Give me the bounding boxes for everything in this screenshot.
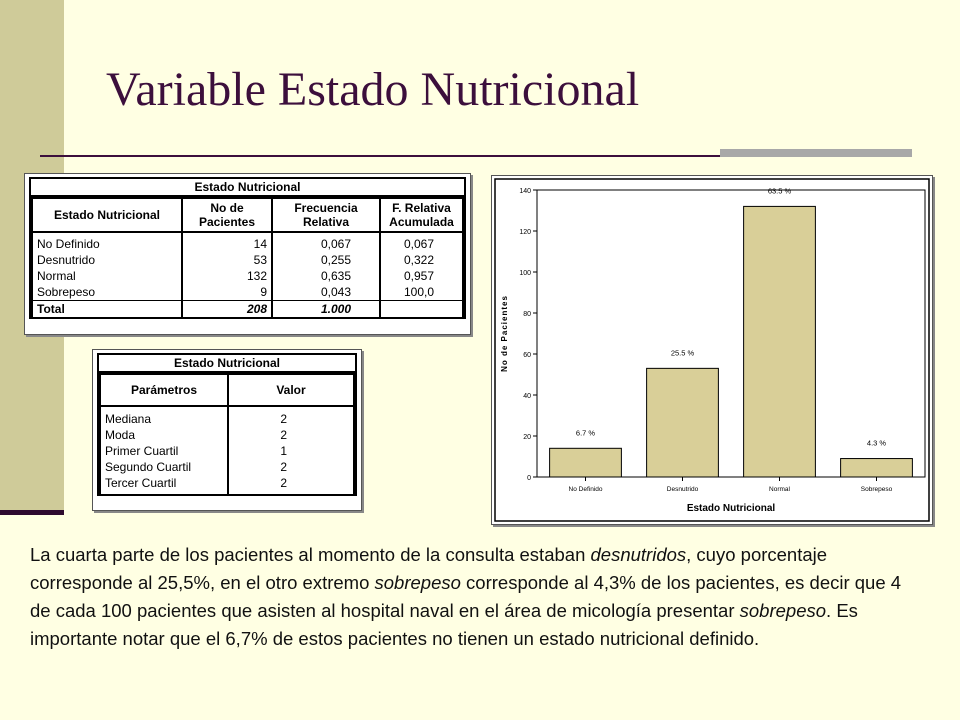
row-label: Desnutrido xyxy=(32,252,182,268)
plot-area xyxy=(537,190,925,477)
param-label: Mediana xyxy=(100,406,228,427)
bar-data-label: 25.5 % xyxy=(670,348,695,358)
table-row xyxy=(100,443,354,459)
table-row xyxy=(32,232,463,252)
bar-data-label: 6.7 % xyxy=(575,428,596,438)
paragraph-text: corresponde al 4,3% de los pacientes, es decir que 4 de cada 100 pacientes que asisten al hospital naval en el área de micología presentar xyxy=(30,572,902,621)
row-label: Sobrepeso xyxy=(32,284,182,301)
header-pacientes: No de Pacientes xyxy=(182,198,272,232)
row-freq: 0,255 xyxy=(272,252,380,268)
x-tick-label: Sobrepeso xyxy=(860,486,893,493)
param-value: 1 xyxy=(228,443,354,459)
y-tick-label: 60 xyxy=(523,352,531,359)
header-acumulada: F. Relativa Acumulada xyxy=(380,198,463,232)
y-axis-label: No de Pacientes xyxy=(500,295,509,372)
row-label: Normal xyxy=(32,268,182,284)
parameters-table-box xyxy=(92,349,362,511)
table-row xyxy=(100,406,354,427)
header-frecuencia: Frecuencia Relativa xyxy=(272,198,380,232)
frequency-table xyxy=(29,177,466,319)
param-value: 2 xyxy=(228,427,354,443)
slide-title: Variable Estado Nutricional xyxy=(106,63,640,116)
table-row xyxy=(100,459,354,475)
row-cum: 0,067 xyxy=(380,232,463,252)
bar xyxy=(550,448,622,477)
param-value: 2 xyxy=(228,459,354,475)
bar xyxy=(841,459,913,477)
param-label: Moda xyxy=(100,427,228,443)
bar-chart-box xyxy=(491,175,933,525)
table-row xyxy=(32,284,463,301)
paragraph-text: , cuyo porcentaje corresponde al 25,5%, en el otro extremo xyxy=(30,544,828,593)
header-parametros: Parámetros xyxy=(100,374,228,406)
paragraph-emphasis: sobrepeso xyxy=(739,600,827,621)
y-tick-label: 140 xyxy=(519,188,531,195)
header-estado: Estado Nutricional xyxy=(32,198,182,232)
param-value: 2 xyxy=(228,475,354,494)
table-row xyxy=(32,268,463,284)
y-tick-label: 120 xyxy=(519,229,531,236)
x-tick-label: No Definido xyxy=(568,486,603,493)
param-label: Primer Cuartil xyxy=(100,443,228,459)
x-tick-label: Normal xyxy=(769,486,790,493)
row-cum: 0,322 xyxy=(380,252,463,268)
table-row xyxy=(100,427,354,443)
y-tick-label: 100 xyxy=(519,270,531,277)
bar-chart xyxy=(492,176,932,524)
y-tick-label: 20 xyxy=(523,434,531,441)
table-total-row xyxy=(32,301,463,318)
frequency-table-header-row xyxy=(32,198,463,232)
parameters-table-caption: Estado Nutricional xyxy=(99,355,355,373)
body-paragraph xyxy=(30,541,920,653)
row-count: 53 xyxy=(182,252,272,268)
sidebar-underline xyxy=(0,510,64,515)
paragraph-text: La cuarta parte de los pacientes al momento de la consulta estaban xyxy=(30,544,591,565)
total-freq: 1.000 xyxy=(272,301,380,318)
bar-data-label: 4.3 % xyxy=(866,438,887,448)
total-cum xyxy=(380,301,463,318)
row-count: 132 xyxy=(182,268,272,284)
paragraph-emphasis: sobrepeso xyxy=(374,572,461,593)
row-freq: 0,067 xyxy=(272,232,380,252)
frequency-table-caption: Estado Nutricional xyxy=(31,179,464,197)
row-freq: 0,635 xyxy=(272,268,380,284)
parameters-table-header-row xyxy=(100,374,354,406)
bar-data-label: 63.5 % xyxy=(767,186,792,196)
param-label: Segundo Cuartil xyxy=(100,459,228,475)
table-row xyxy=(100,475,354,494)
row-freq: 0,043 xyxy=(272,284,380,301)
header-valor: Valor xyxy=(228,374,354,406)
param-label: Tercer Cuartil xyxy=(100,475,228,494)
bar xyxy=(647,368,719,477)
x-tick-label: Desnutrido xyxy=(666,486,699,493)
frequency-table-box xyxy=(24,173,471,335)
row-cum: 100,0 xyxy=(380,284,463,301)
row-label: No Definido xyxy=(32,232,182,252)
total-count: 208 xyxy=(182,301,272,318)
parameters-table xyxy=(97,353,357,496)
y-tick-label: 40 xyxy=(523,393,531,400)
paragraph-text: . Es importante notar que el 6,7% de estos pacientes no tienen un estado nutricional definido. xyxy=(30,600,858,649)
y-tick-label: 0 xyxy=(527,475,531,482)
paragraph-emphasis: desnutridos xyxy=(590,544,687,565)
param-value: 2 xyxy=(228,406,354,427)
y-tick-label: 80 xyxy=(523,311,531,318)
total-label: Total xyxy=(32,301,182,318)
title-rule-accent xyxy=(720,149,912,157)
row-cum: 0,957 xyxy=(380,268,463,284)
row-count: 9 xyxy=(182,284,272,301)
bar xyxy=(744,206,816,477)
row-count: 14 xyxy=(182,232,272,252)
x-axis-label: Estado Nutricional xyxy=(686,503,776,514)
table-row xyxy=(32,252,463,268)
